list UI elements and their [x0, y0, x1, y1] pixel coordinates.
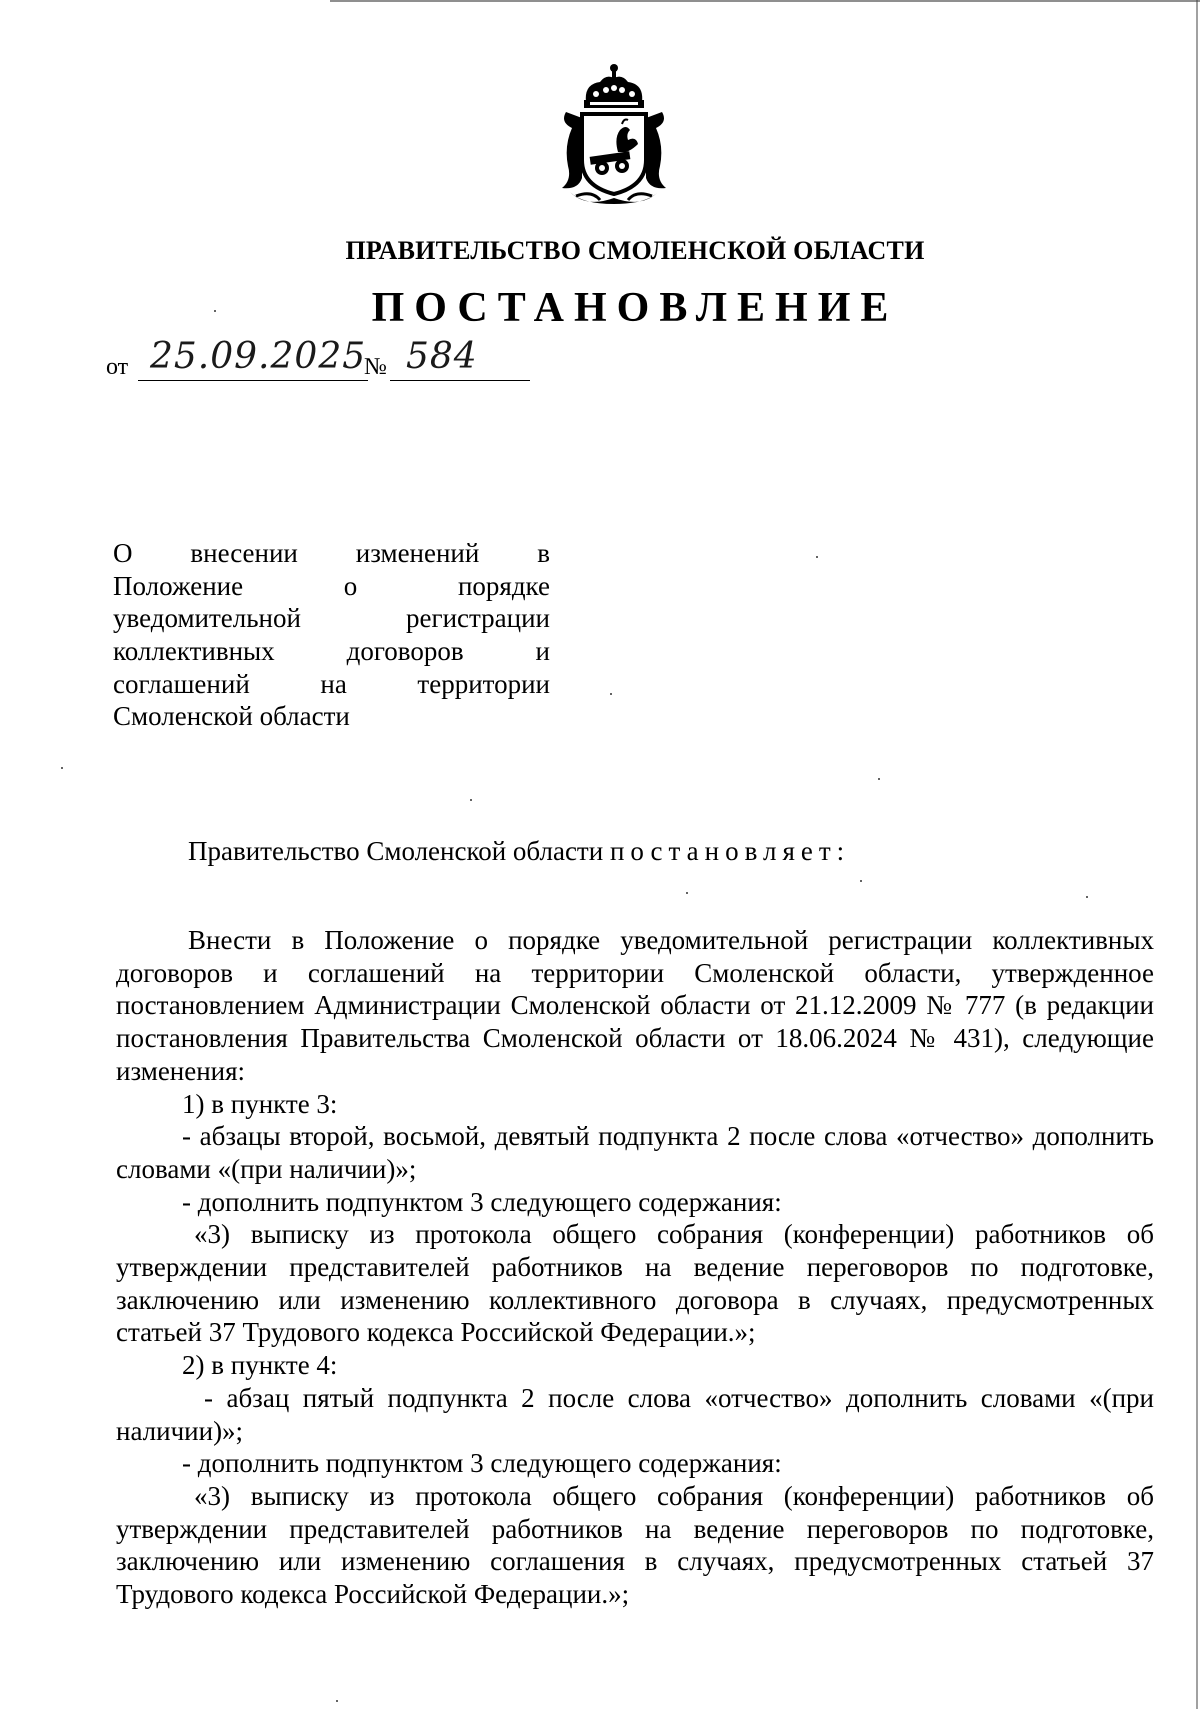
scan-speck	[878, 778, 880, 780]
subject-word: Смоленской области	[113, 701, 350, 732]
body-paragraph: 2) в пункте 4:	[182, 1350, 338, 1381]
scan-speck	[61, 767, 63, 769]
scan-speck	[214, 310, 216, 312]
scan-speck	[1086, 896, 1088, 898]
subject-word: коллективных	[113, 636, 275, 667]
subject-word: уведомительной	[113, 603, 301, 634]
body-paragraph: «3) выписку из протокола общего собрания (конференции) работников об утверждении представителей работников на ведение переговоров по подготовке, заключению или изменению соглашения в случаях, предусмотренных статьей 37 Трудового кодекса Российской Федерации.»;	[116, 1480, 1154, 1610]
subject-word: договоров	[346, 636, 464, 667]
subject-line	[113, 602, 550, 635]
subject-line	[113, 668, 550, 701]
scan-speck	[470, 799, 472, 801]
document-body	[116, 924, 1154, 1611]
scan-speck	[610, 693, 612, 695]
body-paragraph: 1) в пункте 3:	[182, 1088, 338, 1119]
handwritten-number: 584	[406, 336, 478, 377]
date-number-line	[106, 336, 566, 388]
body-paragraph: - дополнить подпунктом 3 следующего содержания:	[182, 1448, 782, 1479]
subject-word: Положение	[113, 570, 244, 601]
scan-speck	[336, 1700, 338, 1702]
scan-top-edge	[330, 0, 1200, 2]
body-paragraph: - абзацы второй, восьмой, девятый подпункта 2 после слова «отчество» дополнить словами «(при наличии)»;	[116, 1121, 1154, 1184]
subject-line	[113, 570, 550, 603]
subject-line	[113, 537, 550, 570]
subject-word: порядке	[457, 570, 550, 601]
preamble	[188, 836, 850, 867]
subject-word: территории	[417, 668, 550, 699]
organization-title: ПРАВИТЕЛЬСТВО СМОЛЕНСКОЙ ОБЛАСТИ	[345, 236, 925, 265]
subject-word: в	[537, 538, 550, 568]
subject-word: на	[320, 668, 347, 699]
document-type-title: ПОСТАНОВЛЕНИЕ	[371, 285, 899, 331]
handwritten-date: 25.09.2025	[150, 336, 367, 377]
body-paragraph: - абзац пятый подпункта 2 после слова «отчество» дополнить словами «(при наличии)»;	[116, 1382, 1154, 1446]
number-underline	[390, 380, 530, 381]
number-label: №	[364, 354, 387, 380]
subject-word: соглашений	[113, 668, 250, 699]
subject-line	[113, 635, 550, 668]
subject-word: регистрации	[406, 603, 550, 634]
subject-line	[113, 700, 550, 733]
subject-word: о	[343, 570, 358, 601]
document-subject	[113, 537, 550, 733]
body-paragraph: «3) выписку из протокола общего собрания (конференции) работников об утверждении представителей работников на ведение переговоров по подготовке, заключению или изменению коллективного договора в случаях, предусмотренных статьей 37 Трудового кодекса Российской Федерации.»;	[116, 1219, 1154, 1348]
preamble-text: Правительство Смоленской области	[188, 836, 604, 866]
from-label: от	[106, 354, 129, 380]
scan-speck	[860, 880, 862, 882]
subject-word: изменений	[355, 538, 480, 568]
preamble-resolves: постановляет:	[609, 836, 851, 866]
subject-word: О	[113, 538, 133, 568]
body-paragraph: - дополнить подпунктом 3 следующего содержания:	[182, 1186, 782, 1217]
subject-word: внесении	[190, 538, 298, 568]
body-paragraph: Внести в Положение о порядке уведомительной регистрации коллективных договоров и соглашений на территории Смоленской области, утвержденное постановлением Администрации Смоленской области от 21.12.2009 № 777 (в редакции постановления Правительства Смоленской области от 18.06.2024 № 431), следующие изменения:	[116, 925, 1154, 1086]
scan-speck	[816, 556, 818, 558]
scan-speck	[686, 892, 688, 894]
subject-word: и	[535, 636, 550, 667]
coat-of-arms-emblem	[556, 62, 672, 208]
date-underline	[138, 380, 368, 381]
